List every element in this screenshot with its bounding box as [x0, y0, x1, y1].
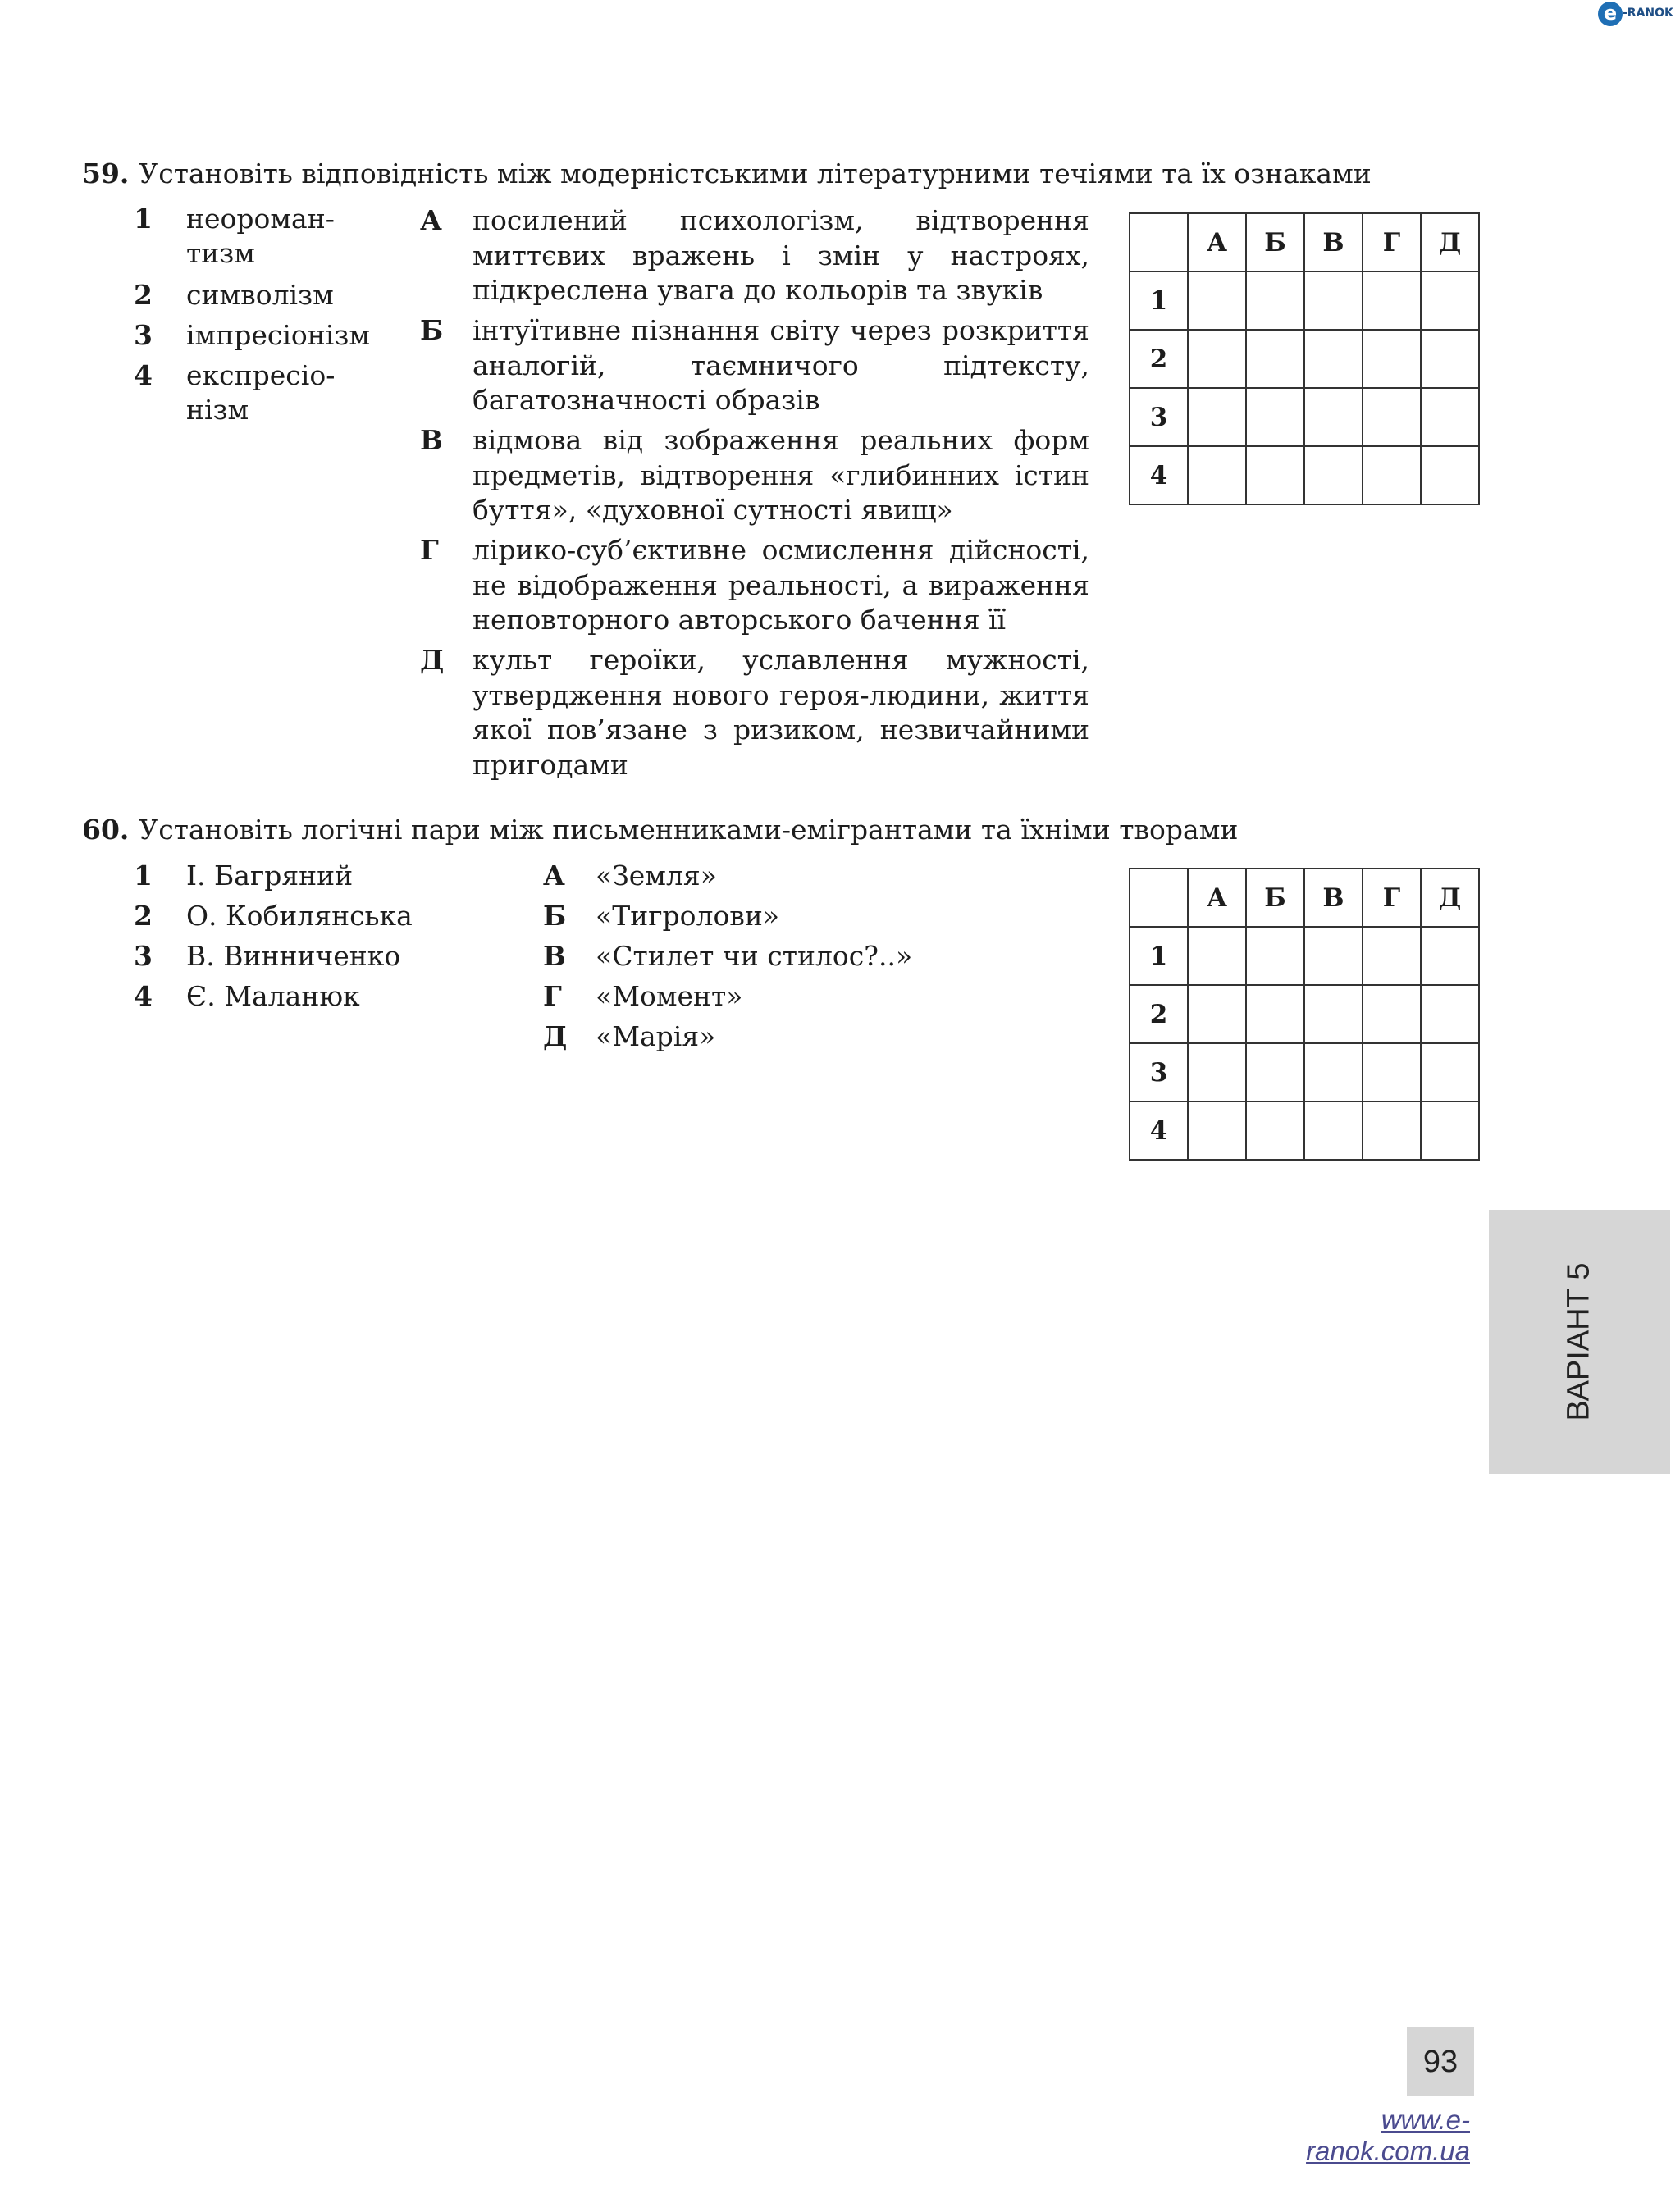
- option-letter: А: [543, 860, 565, 892]
- option-letter: А: [420, 204, 442, 236]
- logo-text: -RANOK: [1623, 7, 1673, 20]
- task-59-question: [82, 157, 1372, 190]
- grid-col-header: Б: [1246, 869, 1304, 927]
- answer-cell[interactable]: [1421, 1101, 1479, 1160]
- item-number: 3: [134, 319, 153, 351]
- page-number: 93: [1407, 2027, 1474, 2096]
- grid-col-header: Г: [1363, 869, 1421, 927]
- task-59-option-d: [420, 643, 1089, 782]
- item-text: О. Кобилянська: [186, 900, 413, 932]
- task-59-option-v: [420, 423, 1089, 528]
- answer-cell[interactable]: [1304, 271, 1363, 330]
- grid-row-header: 2: [1130, 985, 1188, 1043]
- grid-corner-cell: [1130, 213, 1188, 271]
- answer-cell[interactable]: [1188, 271, 1246, 330]
- grid-row-header: 2: [1130, 330, 1188, 388]
- answer-cell[interactable]: [1246, 388, 1304, 446]
- answer-cell[interactable]: [1246, 271, 1304, 330]
- answer-cell[interactable]: [1363, 271, 1421, 330]
- grid-col-header: Г: [1363, 213, 1421, 271]
- option-text: «Земля»: [596, 860, 717, 892]
- option-text: «Марія»: [596, 1020, 716, 1052]
- option-text: відмова від зображення реальних форм предметів, відтворення «глибинних істин буття», «духовної сутності явищ»: [472, 424, 1089, 526]
- answer-cell[interactable]: [1363, 330, 1421, 388]
- variant-side-tab: [1489, 1210, 1670, 1474]
- answer-cell[interactable]: [1421, 271, 1479, 330]
- website-link[interactable]: www.e-ranok.com.ua: [1306, 2105, 1470, 2166]
- answer-cell[interactable]: [1188, 985, 1246, 1043]
- item-text: Є. Маланюк: [186, 980, 360, 1012]
- answer-cell[interactable]: [1421, 446, 1479, 504]
- grid-row-header: 4: [1130, 1101, 1188, 1160]
- option-letter: Г: [420, 534, 439, 566]
- item-number: 4: [134, 359, 153, 391]
- grid-col-header: Д: [1421, 869, 1479, 927]
- grid-corner-cell: [1130, 869, 1188, 927]
- answer-cell[interactable]: [1421, 1043, 1479, 1101]
- option-letter: Б: [543, 900, 567, 932]
- answer-cell[interactable]: [1363, 927, 1421, 985]
- item-number: 4: [134, 980, 153, 1012]
- option-text: культ героїки, уславлення мужності, утвердження нового героя-людини, життя якої пов’язане з ризиком, незвичайними пригодами: [472, 644, 1089, 781]
- task-59-number: 59.: [82, 157, 130, 189]
- task-59-option-h: [420, 533, 1089, 638]
- answer-cell[interactable]: [1246, 1101, 1304, 1160]
- option-text: лірико-суб’єктивне осмислення дійсності, не відображення реальності, а вираження неповторного авторського бачення її: [472, 534, 1089, 636]
- item-number: 1: [134, 860, 153, 892]
- item-number: 2: [134, 900, 153, 932]
- grid-row-header: 3: [1130, 388, 1188, 446]
- logo-e-icon: e: [1598, 2, 1623, 26]
- answer-cell[interactable]: [1363, 1043, 1421, 1101]
- answer-cell[interactable]: [1363, 446, 1421, 504]
- task-59-answer-grid: [1129, 212, 1480, 505]
- answer-cell[interactable]: [1363, 388, 1421, 446]
- option-letter: Б: [420, 314, 444, 346]
- item-text: експресіо- нізм: [186, 359, 336, 426]
- answer-cell[interactable]: [1188, 1043, 1246, 1101]
- grid-col-header: В: [1304, 213, 1363, 271]
- answer-cell[interactable]: [1304, 927, 1363, 985]
- answer-cell[interactable]: [1246, 446, 1304, 504]
- item-text: І. Багряний: [186, 860, 354, 892]
- answer-cell[interactable]: [1188, 927, 1246, 985]
- answer-cell[interactable]: [1188, 330, 1246, 388]
- publisher-logo: [1598, 2, 1677, 26]
- grid-row-header: 4: [1130, 446, 1188, 504]
- task-60-number: 60.: [82, 814, 130, 846]
- task-60-question: [82, 814, 1238, 846]
- option-letter: Г: [543, 980, 562, 1012]
- option-text: «Момент»: [596, 980, 743, 1012]
- answer-cell[interactable]: [1304, 1101, 1363, 1160]
- answer-cell[interactable]: [1304, 985, 1363, 1043]
- task-60-answer-grid: [1129, 868, 1480, 1161]
- answer-cell[interactable]: [1304, 1043, 1363, 1101]
- answer-cell[interactable]: [1188, 1101, 1246, 1160]
- answer-cell[interactable]: [1304, 330, 1363, 388]
- answer-cell[interactable]: [1246, 927, 1304, 985]
- answer-cell[interactable]: [1304, 446, 1363, 504]
- grid-col-header: В: [1304, 869, 1363, 927]
- item-number: 2: [134, 279, 153, 311]
- task-59-option-a: [420, 203, 1089, 308]
- item-number: 3: [134, 940, 153, 972]
- item-text: імпресіонізм: [186, 319, 370, 351]
- answer-cell[interactable]: [1421, 330, 1479, 388]
- grid-col-header: Б: [1246, 213, 1304, 271]
- answer-cell[interactable]: [1421, 388, 1479, 446]
- option-text: інтуїтивне пізнання світу через розкриття аналогій, таємничого підтексту, багатозначності образів: [472, 314, 1089, 416]
- option-letter: Д: [420, 644, 445, 676]
- grid-col-header: Д: [1421, 213, 1479, 271]
- task-60-text: Установіть логічні пари між письменниками-емігрантами та їхніми творами: [139, 814, 1239, 846]
- option-text: «Стилет чи стилос?..»: [596, 940, 913, 972]
- grid-row-header: 1: [1130, 927, 1188, 985]
- item-number: 1: [134, 203, 153, 235]
- option-text: посилений психологізм, відтворення миттєвих вражень і змін у настроях, підкреслена увага до кольорів та звуків: [472, 204, 1089, 306]
- grid-row-header: 3: [1130, 1043, 1188, 1101]
- task-59-option-b: [420, 313, 1089, 418]
- answer-cell[interactable]: [1363, 985, 1421, 1043]
- option-letter: В: [543, 940, 566, 972]
- item-text: символізм: [186, 279, 334, 311]
- answer-cell[interactable]: [1304, 388, 1363, 446]
- item-text: неороман- тизм: [186, 203, 335, 269]
- answer-cell[interactable]: [1188, 446, 1246, 504]
- option-text: «Тигролови»: [596, 900, 780, 932]
- grid-row-header: 1: [1130, 271, 1188, 330]
- task-59-text: Установіть відповідність між модерністськими літературними течіями та їх ознаками: [139, 157, 1372, 189]
- answer-cell[interactable]: [1246, 330, 1304, 388]
- answer-cell[interactable]: [1421, 927, 1479, 985]
- variant-label: ВАРІАНТ 5: [1561, 1262, 1596, 1421]
- answer-cell[interactable]: [1421, 985, 1479, 1043]
- answer-cell[interactable]: [1188, 388, 1246, 446]
- item-text: В. Винниченко: [186, 940, 401, 972]
- option-letter: Д: [543, 1020, 568, 1052]
- answer-cell[interactable]: [1246, 985, 1304, 1043]
- grid-col-header: А: [1188, 213, 1246, 271]
- grid-col-header: А: [1188, 869, 1246, 927]
- answer-cell[interactable]: [1246, 1043, 1304, 1101]
- answer-cell[interactable]: [1363, 1101, 1421, 1160]
- option-letter: В: [420, 424, 443, 456]
